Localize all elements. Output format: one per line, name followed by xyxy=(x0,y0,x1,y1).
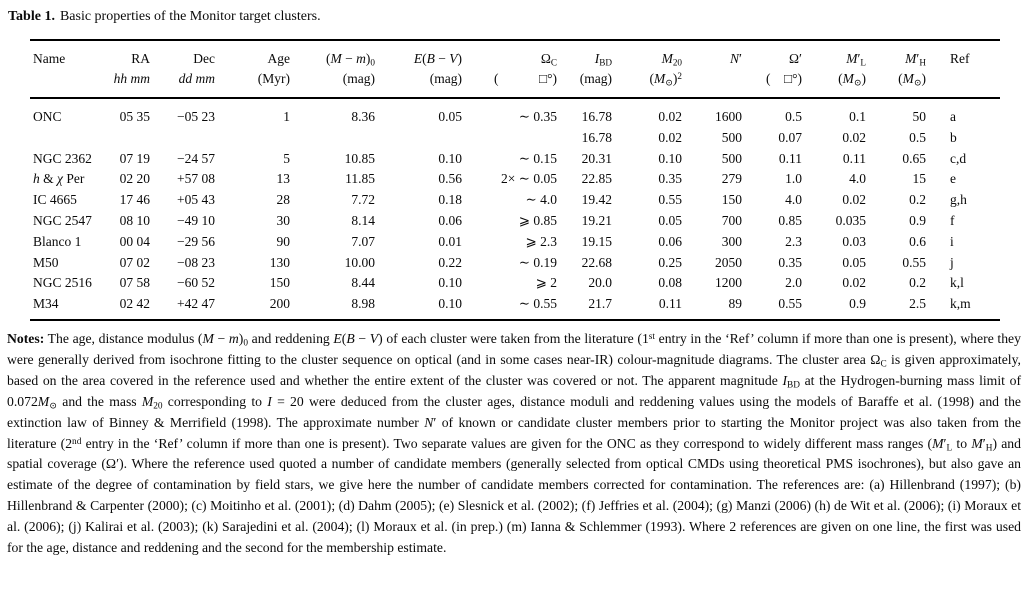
column-header-ref: Ref xyxy=(950,51,970,66)
column-unit-ml-prime: $(M_⊙)$ xyxy=(802,69,866,98)
column-unit-ref xyxy=(926,69,1000,98)
column-unit-m20: $(M_⊙)^2$ xyxy=(612,69,682,98)
table-cell: 0.03 xyxy=(842,233,866,249)
table-row xyxy=(30,273,1000,294)
table-cell: 19.21 xyxy=(581,212,612,228)
table-row xyxy=(30,253,1000,274)
table-cell: 5 xyxy=(283,150,290,166)
table-cell: 19.15 xyxy=(581,233,612,249)
table-cell: −29 56 xyxy=(177,233,215,249)
table-cell: 0.85 xyxy=(778,212,802,228)
table-cell: 0.10 xyxy=(658,150,682,166)
table-row xyxy=(30,211,1000,232)
table-cell: 0.2 xyxy=(909,275,926,291)
table-cell: 0.06 xyxy=(658,233,682,249)
table-cell: 0.5 xyxy=(909,129,926,145)
caption-text: Basic properties of the Monitor target clusters. xyxy=(59,9,321,24)
table-cell: 22.68 xyxy=(581,254,612,270)
table-cell: 02 42 xyxy=(119,296,150,312)
column-header-reddening: E(B − V) xyxy=(413,51,462,66)
table-cell: 2050 xyxy=(715,254,742,270)
table-cell: 0.55 xyxy=(778,296,802,312)
table-cell: −24 57 xyxy=(177,150,215,166)
column-unit-name xyxy=(30,69,100,98)
table-cell: 700 xyxy=(721,212,742,228)
table-cell: 0.02 xyxy=(842,275,866,291)
table-cell: 1200 xyxy=(715,275,742,291)
table-cell: 00 04 xyxy=(119,233,150,249)
table-cell: b xyxy=(950,129,957,145)
column-unit-age: (Myr) xyxy=(215,69,290,98)
table-cell: 2.0 xyxy=(785,275,802,291)
table-cell: 150 xyxy=(721,192,742,208)
column-unit-omega-c: ( □°) xyxy=(462,69,557,98)
table-cell: M34 xyxy=(33,296,59,312)
table-cell: 0.05 xyxy=(438,109,462,124)
table-cell: ∼ 0.15 xyxy=(518,150,557,166)
table-cell: 0.5 xyxy=(785,109,802,124)
table-cell xyxy=(150,128,215,149)
table-cell: 16.78 xyxy=(581,109,612,124)
table-cell: 89 xyxy=(728,296,742,312)
table-cell: 0.55 xyxy=(658,192,682,208)
table-cell: 150 xyxy=(269,275,290,291)
table-cell: 0.9 xyxy=(849,296,866,312)
column-header-i-bd: $I_{BD}$ xyxy=(594,51,612,68)
table-cell: 0.55 xyxy=(902,254,926,270)
table-row xyxy=(30,128,1000,149)
table-cell: e xyxy=(950,171,956,187)
table-cell: 1600 xyxy=(715,109,742,124)
table-cell: 1.0 xyxy=(785,171,802,187)
table-cell: 8.98 xyxy=(351,296,375,312)
table-cell: 0.02 xyxy=(842,192,866,208)
table-cell xyxy=(215,128,290,149)
table-cell: −49 10 xyxy=(177,212,215,228)
table-cell: ∼ 0.19 xyxy=(518,254,557,270)
column-header-ra: RA xyxy=(131,51,150,66)
table-row xyxy=(30,149,1000,170)
table-cell: 1 xyxy=(283,109,290,124)
table-cell: 300 xyxy=(721,233,742,249)
table-cell: 500 xyxy=(721,150,742,166)
table-cell: 02 20 xyxy=(119,171,150,187)
table-cell: +42 47 xyxy=(177,296,215,312)
table-cell: 22.85 xyxy=(581,171,612,187)
table-cell: 19.42 xyxy=(581,192,612,208)
column-header-age: Age xyxy=(267,51,290,66)
table-cell: 0.56 xyxy=(438,171,462,187)
table-cell: ⩾ 0.85 xyxy=(518,212,557,228)
table-header xyxy=(30,40,1000,98)
table-cell: 0.10 xyxy=(438,296,462,312)
table-cell: ⩾ 2 xyxy=(535,275,557,291)
table-cell: 8.36 xyxy=(351,109,375,124)
table-cell: 0.2 xyxy=(909,192,926,208)
table-cell: 0.05 xyxy=(842,254,866,270)
table-cell: 0.25 xyxy=(658,254,682,270)
table-cell: ⩾ 2.3 xyxy=(525,233,557,249)
table-cell: 0.1 xyxy=(849,109,866,124)
table-cell: M50 xyxy=(33,254,59,270)
column-header-m20: $M_{20}$ xyxy=(661,51,682,68)
table-cell: k,l xyxy=(950,275,964,291)
table-cell: 0.6 xyxy=(909,233,926,249)
column-header-mh-prime: $M'_H$ xyxy=(905,51,926,68)
table-cell: 4.0 xyxy=(785,192,802,208)
table-body xyxy=(30,98,1000,320)
table-cell: 0.10 xyxy=(438,275,462,291)
table-cell: g,h xyxy=(950,192,967,208)
table-cell: ONC xyxy=(33,109,62,124)
table-row xyxy=(30,232,1000,253)
table-cell: ∼ 0.35 xyxy=(518,109,557,124)
table-cell xyxy=(462,128,557,149)
table-cell: 30 xyxy=(276,212,290,228)
table-cell: 8.44 xyxy=(351,275,375,291)
caption-label: Table 1. xyxy=(8,9,55,24)
table-cell: 7.07 xyxy=(351,233,375,249)
table-cell: i xyxy=(950,233,954,249)
table-cell: 16.78 xyxy=(581,129,612,145)
table-cell: 0.11 xyxy=(658,296,682,312)
column-header-name: Name xyxy=(33,51,66,66)
table-cell: 0.035 xyxy=(835,212,866,228)
table-cell: 20.0 xyxy=(588,275,612,291)
column-header-dec: Dec xyxy=(193,51,215,66)
table-cell: 10.00 xyxy=(344,254,375,270)
table-cell: +05 43 xyxy=(177,192,215,208)
table-cell: f xyxy=(950,212,955,228)
table-row xyxy=(30,190,1000,211)
column-header-n-prime: N′ xyxy=(730,51,742,66)
column-header-omega-c: $\Omega_C$ xyxy=(540,51,557,68)
column-unit-dist-mod: (mag) xyxy=(290,69,375,98)
column-unit-ra: hh mm xyxy=(100,69,150,98)
table-cell: 0.02 xyxy=(842,129,866,145)
table-cell: 279 xyxy=(721,171,742,187)
column-header-omega-prime: Ω′ xyxy=(789,51,802,66)
table-cell: +57 08 xyxy=(177,171,215,187)
table-cell xyxy=(100,128,150,149)
table-cell: Blanco 1 xyxy=(33,233,82,249)
table-cell: 8.14 xyxy=(351,212,375,228)
table-cell: 0.35 xyxy=(658,171,682,187)
table-cell: 0.22 xyxy=(438,254,462,270)
table-cell: 0.10 xyxy=(438,150,462,166)
table-cell: 20.31 xyxy=(581,150,612,166)
table-cell: k,m xyxy=(950,296,971,312)
table-cell: h & χ Per xyxy=(33,171,85,187)
table-cell: −60 52 xyxy=(177,275,215,291)
table-cell: 200 xyxy=(269,296,290,312)
table-cell: 0.65 xyxy=(902,150,926,166)
table-cell: 17 46 xyxy=(119,192,150,208)
table-cell: 21.7 xyxy=(588,296,612,312)
table-cell: 07 19 xyxy=(119,150,150,166)
table-cell: −08 23 xyxy=(177,254,215,270)
table-cell: NGC 2547 xyxy=(33,212,92,228)
table-row xyxy=(30,169,1000,190)
table-cell: 2.5 xyxy=(909,296,926,312)
table-cell: 7.72 xyxy=(351,192,375,208)
table-cell: 28 xyxy=(276,192,290,208)
table-cell: 0.02 xyxy=(658,129,682,145)
table-cell: 05 35 xyxy=(119,109,150,124)
table-cell: 0.05 xyxy=(658,212,682,228)
table-row xyxy=(30,294,1000,320)
table-cell: 2× ∼ 0.05 xyxy=(500,171,557,187)
table-cell: c,d xyxy=(950,150,967,166)
table-cell: 15 xyxy=(912,171,926,187)
table-cell xyxy=(30,128,100,149)
table-cell: a xyxy=(950,109,956,124)
table-cell: 0.11 xyxy=(778,150,802,166)
column-header-dist-mod: $(M - m)_0$ xyxy=(326,51,375,68)
column-unit-reddening: (mag) xyxy=(375,69,462,98)
table-cell: NGC 2516 xyxy=(33,275,92,291)
table-cell: −05 23 xyxy=(177,109,215,124)
table-cell: 10.85 xyxy=(344,150,375,166)
table-cell: 2.3 xyxy=(785,233,802,249)
table-caption xyxy=(0,0,1029,26)
table-cell: 0.08 xyxy=(658,275,682,291)
table-cell xyxy=(375,128,462,149)
table-cell: 0.01 xyxy=(438,233,462,249)
notes-paragraph: Notes: The age, distance modulus $(M - m)_0$ and reddening E(B − V) of each cluster were taken from the literature (1st entry in the ‘Ref’ column if more than one is present), where they were generally derived from isochrone fitting to the cluster sequence on optical (and in some cases near-IR) colour-magnitude diagrams. The cluster area $\Omega_C$ is given approximately, based on the area covered in the reference used and whether the entire extent of the cluster was covered or not. The apparent magnitude $I_{BD}$ at the Hydrogen-burning mass limit of $0.072M_⊙$ and the mass $M_{20}$ corresponding to I = 20 were deduced from the cluster ages, distance moduli and reddening values using the models of Baraffe et al. (1998) and the extinction law of Binney & Merrifield (1998). The approximate number N′ of known or candidate cluster members prior to starting the Monitor project was also taken from the literature (2nd entry in the ‘Ref’ column if more than one is present). Two separate values are given for the ONC as they correspond to widely different mass ranges ($M'_L$ to $M'_H$) and spatial coverage (Ω′). Where the reference used quoted a number of candidate members (generally selected from optical CMDs using theoretical PMS isochrones), but also gave an estimate of the degree of contamination by field stars, we give here the number of candidate members corrected for contamination. The references are: (a) Hillenbrand (1997); (b) Hillenbrand & Carpenter (2000); (c) Moitinho et al. (2001); (d) Dahm (2005); (e) Slesnick et al. (2002); (f) Jeffries et al. (2004); (g) Manzi (2006) (h) de Wit et al. (2006); (i) Moraux et al. (2006); (j) Kalirai et al. (2003); (k) Sarajedini et al. (2004); (l) Moraux et al. (in prep.) (m) Ianna & Schlemmer (1993). Where 2 references are given on one line, the first was used for the age, distance and reddening and the second for the membership estimate. xyxy=(7,330,1021,556)
table-cell: 07 02 xyxy=(119,254,150,270)
table-cell: 08 10 xyxy=(119,212,150,228)
table-cell: 0.07 xyxy=(778,129,802,145)
table-cell: 0.18 xyxy=(438,192,462,208)
table-cell: NGC 2362 xyxy=(33,150,92,166)
table-cell xyxy=(290,128,375,149)
column-unit-mh-prime: $(M_⊙)$ xyxy=(866,69,926,98)
table-cell: 0.02 xyxy=(658,109,682,124)
table-cell: 07 58 xyxy=(119,275,150,291)
table-cell: 4.0 xyxy=(849,171,866,187)
table-cell: 0.35 xyxy=(778,254,802,270)
column-header-ml-prime: $M'_L$ xyxy=(846,51,866,68)
column-unit-n-prime xyxy=(682,69,742,98)
column-unit-dec: dd mm xyxy=(150,69,215,98)
table-cell: 500 xyxy=(721,129,742,145)
table-cell: 0.06 xyxy=(438,212,462,228)
table-cell: j xyxy=(950,254,954,270)
column-unit-omega-prime: ( □°) xyxy=(742,69,802,98)
table-row xyxy=(30,98,1000,128)
table-cell: ∼ 0.55 xyxy=(518,296,557,312)
table-cell: ∼ 4.0 xyxy=(525,192,557,208)
table-cell: 13 xyxy=(276,171,290,187)
table-cell: 130 xyxy=(269,254,290,270)
table-cell: IC 4665 xyxy=(33,192,77,208)
table-cell: 0.11 xyxy=(842,150,866,166)
table-cell: 0.9 xyxy=(909,212,926,228)
table-cell: 11.85 xyxy=(345,171,375,187)
table-cell: 90 xyxy=(276,233,290,249)
column-unit-i-bd: (mag) xyxy=(557,69,612,98)
table-cell: 50 xyxy=(912,109,926,124)
clusters-table xyxy=(30,39,1000,321)
